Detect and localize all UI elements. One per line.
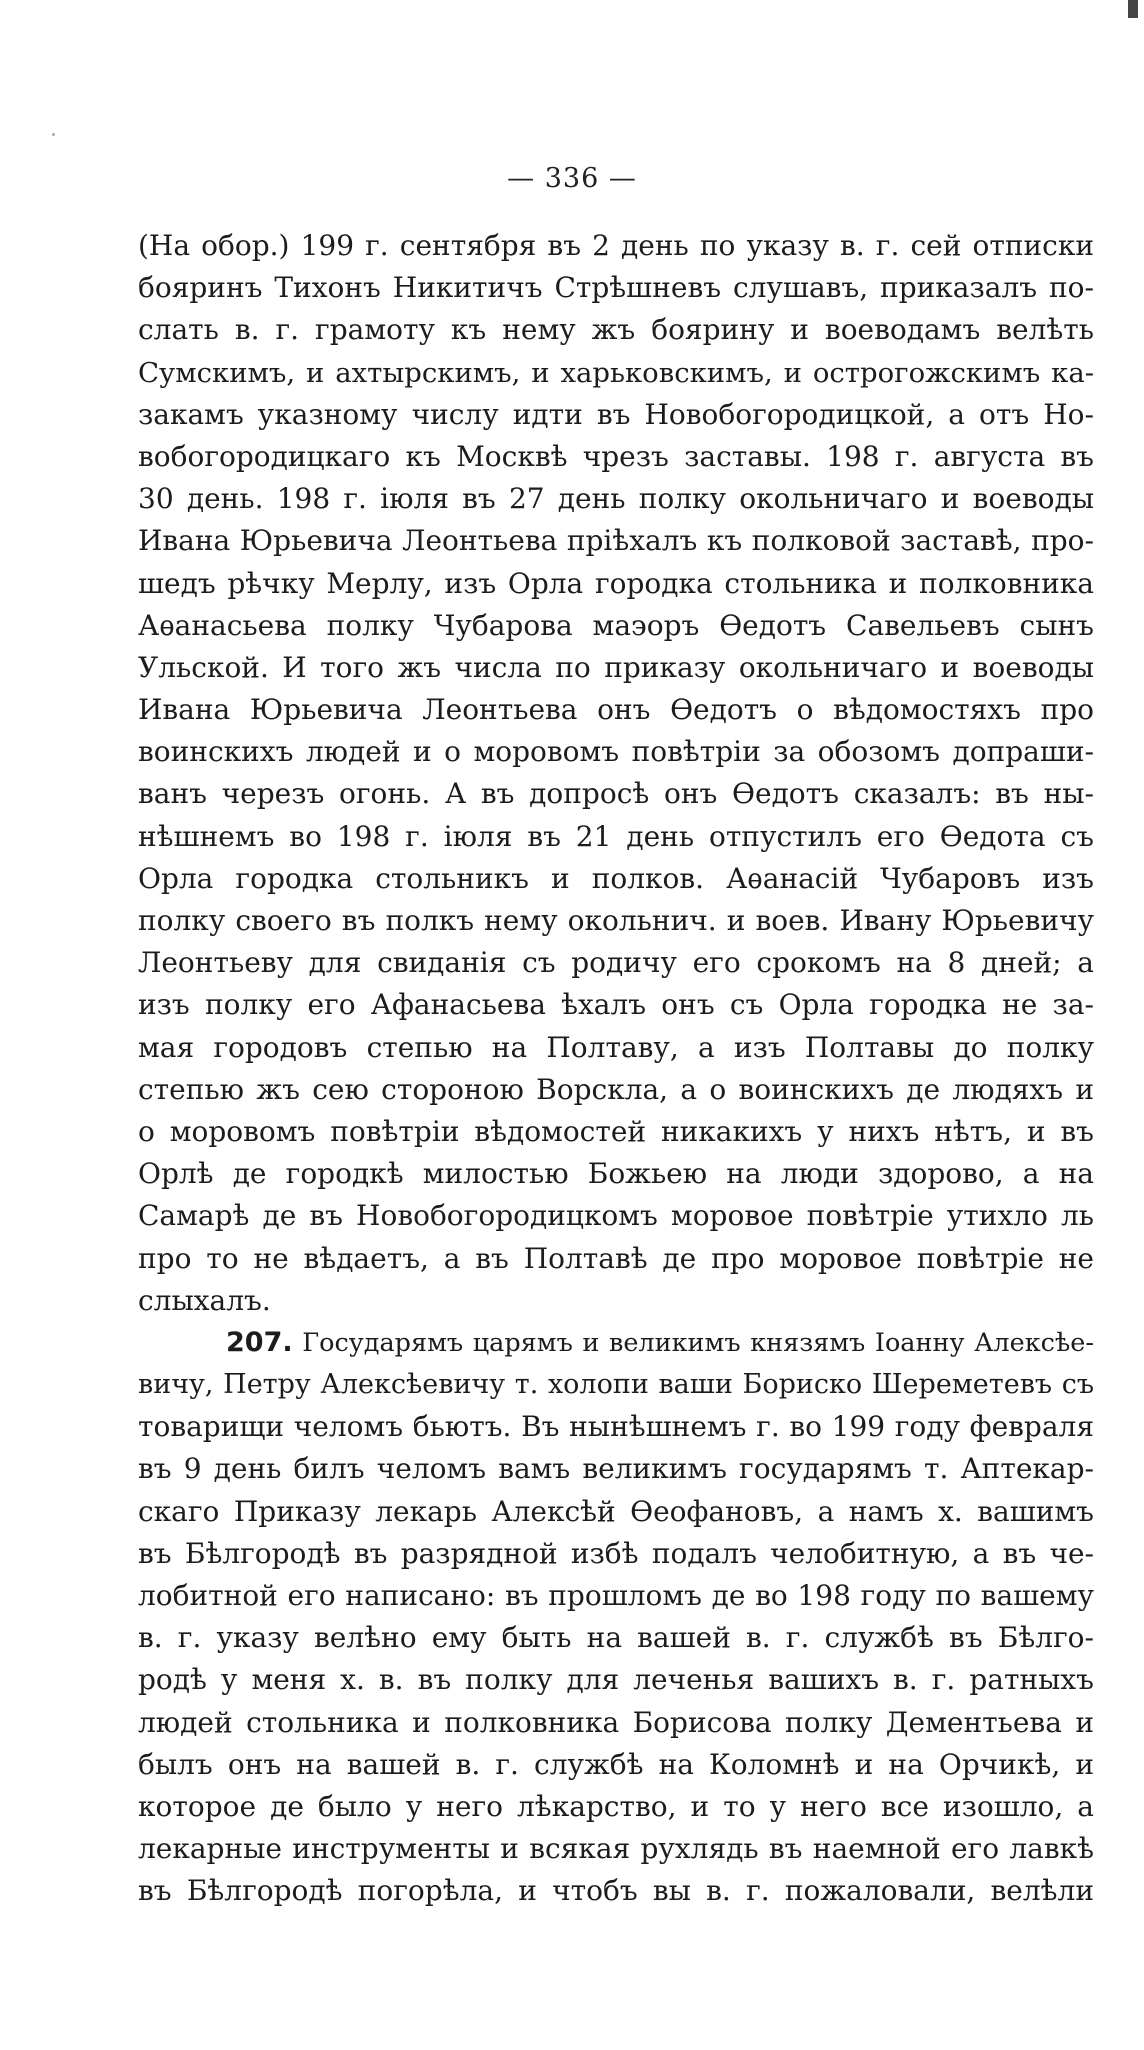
main-text [138,225,1094,1913]
text-line: вобогородицкаго къ Москвѣ чрезъ заставы. 198 г. августа въ [138,439,1094,473]
text-line: скаго Приказу лекарь Алексѣй Ѳеофановъ, а намъ х. вашимъ [138,1494,1094,1528]
text-line: которое де было у него лѣкарство, и то у него все изошло, а [138,1789,1094,1823]
text-line: воинскихъ людей и о моровомъ повѣтріи за обозомъ допраши- [138,735,1094,769]
text-line: шедъ рѣчку Мерлу, изъ Орла городка стольника и полковника [138,566,1094,600]
text-line: въ Бѣлгородѣ въ разрядной избѣ подалъ челобитную, а въ че- [138,1536,1094,1570]
text-line: Сумскимъ, и ахтырскимъ, и харьковскимъ, и острогожскимъ ка- [138,356,1094,389]
text-line: слыхалъ. [138,1283,271,1317]
text-line: полку своего въ полкъ нему окольнич. и воев. Ивану Юрьевичу [138,904,1094,937]
paragraph-207-first-line [138,1322,1094,1364]
text-line: лобитной его написано: въ прошломъ де во 198 году по вашему [138,1579,1094,1612]
scan-edge-mark [1128,0,1138,18]
page-speck [52,133,55,136]
text-line: Государямъ царямъ и великимъ князямъ Іоанну Алексѣе- [302,1327,1094,1358]
text-line: Аѳанасьева полку Чубарова маэоръ Ѳедотъ Савельевъ сынъ [138,608,1094,642]
text-line: изъ полку его Афанасьева ѣхалъ онъ съ Орла городка не за- [138,988,1094,1022]
page-number: — 336 — [507,163,637,194]
text-line: закамъ указному числу идти въ Новобогородицкой, а отъ Но- [138,397,1094,431]
text-line: Ульской. И того жъ числа по приказу окольничаго и воеводы [138,650,1094,684]
text-line: ванъ черезъ огонь. А въ допросѣ онъ Ѳедотъ сказалъ: въ ны- [138,777,1094,811]
text-line: (На обор.) 199 г. сентября въ 2 день по указу в. г. сей отписки [138,229,1094,262]
document-number: 207. [226,1326,293,1358]
text-line: Самарѣ де въ Новобогородицкомъ моровое повѣтріе утихло ль [138,1199,1094,1233]
text-line: степью жъ сею стороною Ворскла, а о воинскихъ де людяхъ и [138,1072,1094,1106]
text-line: Леонтьеву для свиданія съ родичу его срокомъ на 8 дней; а [138,946,1094,980]
text-line: Ивана Юрьевича Леонтьева онъ Ѳедотъ о вѣдомостяхъ про [138,693,1094,727]
text-line: вичу, Петру Алексѣевичу т. холопи ваши Бориско Шереметевъ съ [138,1369,1094,1401]
text-line: въ Бѣлгородѣ погорѣла, и чтобъ вы в. г. пожаловали, велѣли [138,1874,1094,1908]
text-line: Орла городка стольникъ и полков. Аѳанасій Чубаровъ изъ [138,861,1094,895]
text-line: родѣ у меня х. в. въ полку для леченья вашихъ в. г. ратныхъ [138,1663,1094,1697]
text-line: в. г. указу велѣно ему быть на вашей в. г. службѣ въ Бѣлго- [138,1621,1094,1655]
text-line: въ 9 день билъ челомъ вамъ великимъ государямъ т. Аптекар- [138,1452,1094,1486]
text-line: лекарные инструменты и всякая рухлядь въ наемной его лавкѣ [138,1832,1094,1866]
text-line: о моровомъ повѣтріи вѣдомостей никакихъ у нихъ нѣтъ, и въ [138,1114,1094,1148]
text-line: бояринъ Тихонъ Никитичъ Стрѣшневъ слушавъ, приказалъ по- [138,271,1094,305]
text-line: 30 день. 198 г. іюля въ 27 день полку окольничаго и воеводы [138,482,1094,516]
text-line: былъ онъ на вашей в. г. службѣ на Коломнѣ и на Орчикѣ, и [138,1747,1094,1781]
text-line: товарищи челомъ бьютъ. Въ нынѣшнемъ г. во 199 году февраля [138,1410,1094,1444]
text-line: мая городовъ степью на Полтаву, а изъ Полтавы до полку [138,1030,1094,1064]
text-line: слать в. г. грамоту къ нему жъ боярину и воеводамъ велѣть [138,313,1094,347]
text-line: Ивана Юрьевича Леонтьева пріѣхалъ къ полковой заставѣ, про- [138,524,1094,558]
text-line: людей стольника и полковника Борисова полку Дементьева и [138,1705,1094,1739]
text-line: нѣшнемъ во 198 г. іюля въ 21 день отпустилъ его Ѳедота съ [138,819,1094,853]
text-line: Орлѣ де городкѣ милостью Божьею на люди здорово, а на [138,1157,1094,1191]
text-line: про то не вѣдаетъ, а въ Полтавѣ де про моровое повѣтріе не [138,1241,1094,1275]
